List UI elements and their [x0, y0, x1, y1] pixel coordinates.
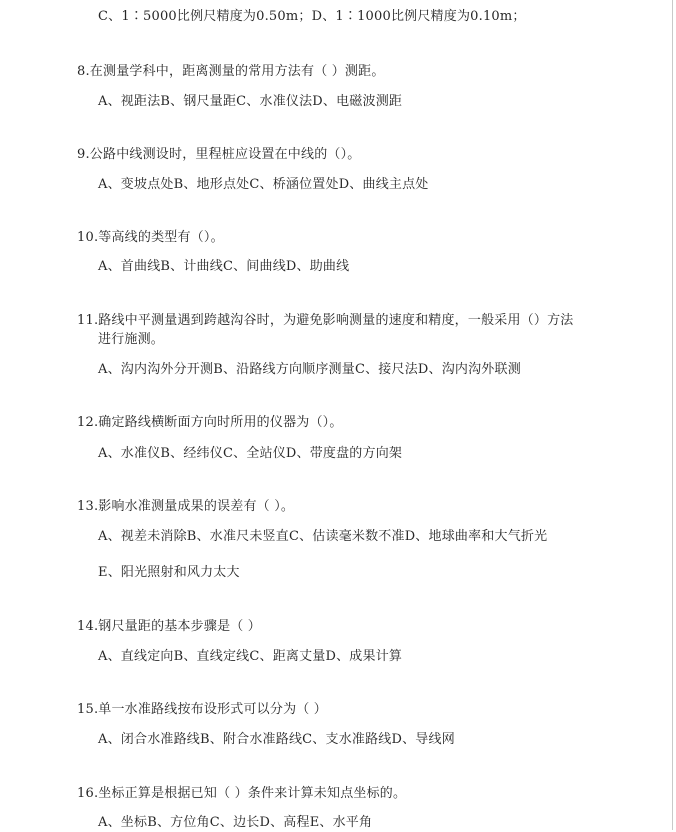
question-11-stem: 11.路线中平测量遇到跨越沟谷时，为避免影响测量的速度和精度，一般采用（）方法	[77, 313, 574, 328]
question-15-stem: 15.单一水准路线按布设形式可以分为（ ）	[77, 702, 328, 717]
question-13-stem: 13.影响水准测量成果的误差有（ ）。	[77, 499, 295, 514]
question-13-options-continued: E、阳光照射和风力太大	[98, 565, 240, 580]
question-16-options: A、坐标B、方位角C、边长D、高程E、水平角	[98, 815, 373, 830]
question-14-options: A、直线定向B、直线定线C、距离丈量D、成果计算	[98, 649, 403, 664]
question-7-options: C、1∶5000比例尺精度为0.50m；D、1∶1000比例尺精度为0.10m；	[98, 9, 526, 24]
question-16-stem: 16.坐标正算是根据已知（ ）条件来计算未知点坐标的。	[77, 786, 407, 801]
question-11-stem-continued: 进行施测。	[98, 332, 165, 347]
question-12-stem: 12.确定路线横断面方向时所用的仪器为（）。	[77, 415, 343, 430]
question-8-options: A、视距法B、钢尺量距C、水准仪法D、电磁波测距	[98, 94, 403, 109]
question-9-stem: 9.公路中线测设时，里程桩应设置在中线的（）。	[77, 147, 361, 162]
question-14-stem: 14.钢尺量距的基本步骤是（ ）	[77, 619, 262, 634]
question-8-stem: 8.在测量学科中，距离测量的常用方法有（ ）测距。	[77, 64, 385, 79]
question-12-options: A、水准仪B、经纬仪C、全站仪D、带度盘的方向架	[98, 446, 403, 461]
question-13-options: A、视差未消除B、水准尺未竖直C、估读毫米数不准D、地球曲率和大气折光	[98, 529, 548, 544]
question-15-options: A、闭合水准路线B、附合水准路线C、支水准路线D、导线网	[98, 732, 455, 747]
question-9-options: A、变坡点处B、地形点处C、桥涵位置处D、曲线主点处	[98, 177, 429, 192]
question-10-options: A、首曲线B、计曲线C、间曲线D、助曲线	[98, 259, 350, 274]
question-11-options: A、沟内沟外分开测B、沿路线方向顺序测量C、接尺法D、沟内沟外联测	[98, 362, 521, 377]
question-10-stem: 10.等高线的类型有（）。	[77, 230, 224, 245]
